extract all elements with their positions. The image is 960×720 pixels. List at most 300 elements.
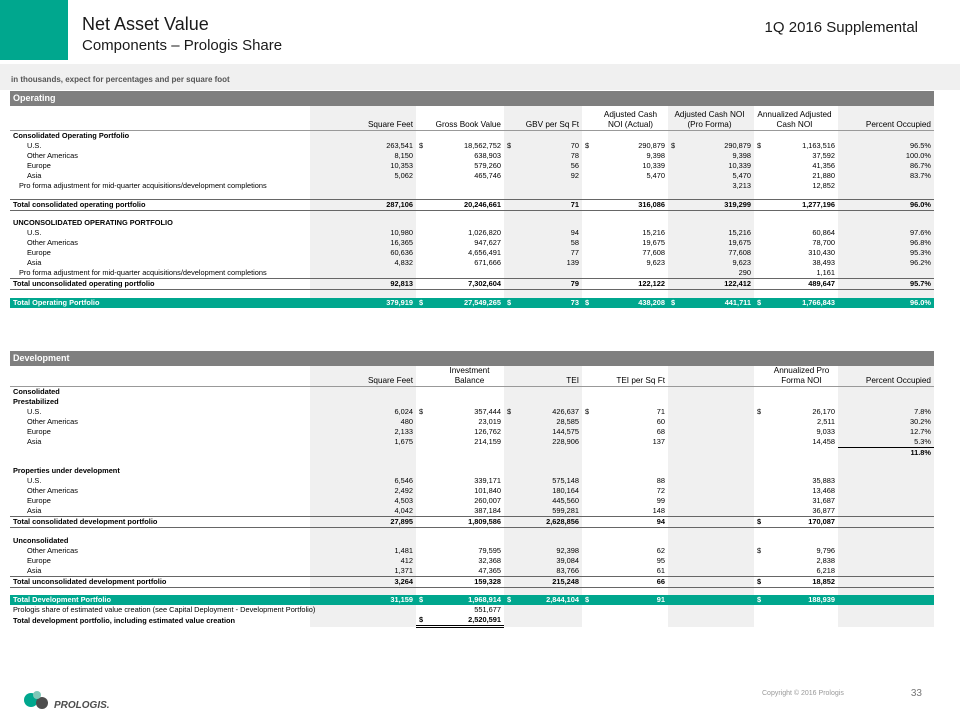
- empty-cell: [10, 448, 310, 459]
- section-label-row: [10, 397, 934, 407]
- brand-accent-bar: [0, 0, 68, 60]
- currency-symbol: $: [419, 141, 424, 150]
- cell-value: 14,458: [812, 437, 835, 447]
- currency-symbol: $: [507, 595, 512, 604]
- empty-cell: [838, 496, 934, 506]
- cell-value: Other Americas: [27, 238, 78, 247]
- row-label: [10, 506, 310, 517]
- grand-total-row: [10, 298, 934, 308]
- empty-cell: [754, 387, 838, 398]
- cell-value: 5.3%: [914, 437, 931, 446]
- cell-value: 2,628,856: [546, 517, 579, 526]
- empty-cell: [582, 448, 668, 459]
- header-noi-actual: Adjusted Cash NOI (Actual): [582, 106, 668, 131]
- cell-value: 159,328: [474, 576, 501, 586]
- empty-cell: [668, 131, 754, 142]
- empty-cell: [504, 466, 582, 476]
- empty-cell: [582, 615, 668, 627]
- empty-cell: [668, 566, 754, 577]
- cell-value: 1,675: [394, 437, 413, 447]
- cell-value: 5,470: [732, 171, 751, 180]
- row-label: [10, 427, 310, 437]
- row-label: [10, 218, 310, 228]
- units-note: in thousands, expect for percentages and per square foot: [11, 75, 230, 84]
- cell-value: 426,637: [552, 407, 579, 416]
- empty-cell: [310, 210, 416, 218]
- cell-value: 47,365: [478, 565, 501, 575]
- empty-cell: [668, 210, 754, 218]
- cell-value: 35,883: [812, 476, 835, 485]
- page-number: 33: [910, 688, 922, 699]
- empty-cell: [310, 397, 416, 407]
- spacer-row: [10, 528, 934, 536]
- empty-cell: [310, 448, 416, 459]
- cell-value: 61: [656, 565, 665, 575]
- cell-value: 92,398: [556, 545, 579, 555]
- empty-cell: [668, 218, 754, 228]
- cell-value: 27,895: [390, 517, 413, 526]
- cell-value: 2,133: [394, 427, 413, 436]
- cell-value: Other Americas: [27, 417, 78, 426]
- row-label: [10, 466, 310, 476]
- total-row: [10, 279, 934, 290]
- development-body: [10, 387, 934, 627]
- empty-cell: [754, 587, 838, 595]
- cell-value: Total unconsolidated operating portfolio: [13, 279, 155, 288]
- cell-value: 60: [656, 417, 665, 426]
- cell-value: 28,585: [556, 417, 579, 426]
- empty-cell: [310, 615, 416, 627]
- header-label-col: [10, 106, 310, 131]
- cell-value: 83.7%: [910, 171, 931, 180]
- operating-header-block: [10, 106, 934, 131]
- empty-cell: [754, 210, 838, 218]
- empty-cell: [582, 458, 668, 466]
- empty-cell: [754, 458, 838, 466]
- total-row: [10, 576, 934, 587]
- cell-value: 10,353: [390, 161, 413, 170]
- cell-value: 947,627: [474, 238, 501, 247]
- empty-cell: [754, 615, 838, 627]
- empty-cell: [838, 210, 934, 218]
- cell-value: 6,218: [816, 565, 835, 575]
- cell-value: UNCONSOLIDATED OPERATING PORTFOLIO: [13, 218, 173, 227]
- cell-value: 36,877: [812, 506, 835, 515]
- empty-cell: [310, 387, 416, 398]
- currency-symbol: $: [757, 595, 762, 604]
- cell-value: 188,939: [808, 595, 835, 604]
- currency-symbol: $: [585, 595, 590, 604]
- cell-value: 122,122: [638, 279, 665, 288]
- empty-cell: [504, 458, 582, 466]
- table-row: [10, 258, 934, 268]
- cell-value: 290,879: [638, 141, 665, 150]
- cell-value: 228,906: [552, 437, 579, 447]
- table-row: [10, 486, 934, 496]
- currency-symbol: $: [585, 141, 590, 150]
- cell-value: 575,148: [552, 476, 579, 485]
- cell-value: Consolidated: [13, 387, 60, 396]
- empty-cell: [668, 506, 754, 517]
- empty-cell: [582, 528, 668, 536]
- section-label-row: [10, 131, 934, 142]
- currency-symbol: $: [757, 297, 762, 307]
- table-row: [10, 417, 934, 427]
- empty-cell: [668, 387, 754, 398]
- row-label: [10, 556, 310, 566]
- empty-cell: [10, 587, 310, 595]
- empty-cell: [838, 181, 934, 191]
- empty-cell: [504, 131, 582, 142]
- table-row: [10, 238, 934, 248]
- section-label-row: [10, 466, 934, 476]
- empty-cell: [838, 268, 934, 279]
- cell-value: 9,033: [816, 427, 835, 436]
- currency-symbol: $: [419, 407, 424, 416]
- empty-cell: [838, 218, 934, 228]
- table-row: [10, 476, 934, 486]
- cell-value: 19,675: [642, 238, 665, 247]
- empty-cell: [416, 397, 504, 407]
- table-row: [10, 506, 934, 517]
- empty-cell: [416, 387, 504, 398]
- empty-cell: [668, 517, 754, 528]
- empty-cell: [10, 290, 310, 298]
- currency-symbol: $: [419, 297, 424, 307]
- occupancy-total-row: [10, 448, 934, 459]
- cell-value: 73: [570, 297, 579, 307]
- empty-cell: [754, 397, 838, 407]
- cell-value: 6,024: [394, 407, 413, 416]
- row-label: [10, 238, 310, 248]
- header-gross-book-value: Gross Book Value: [416, 106, 504, 131]
- row-label: [10, 605, 316, 615]
- empty-cell: [310, 536, 416, 546]
- empty-cell: [838, 587, 934, 595]
- cell-value: 438,208: [638, 297, 665, 307]
- cell-value: 412: [400, 555, 413, 565]
- cell-value: Total Development Portfolio: [13, 595, 111, 604]
- dev-header-tei: TEI: [504, 366, 582, 387]
- development-column-headers: [10, 366, 934, 387]
- cell-value: 339,171: [474, 476, 501, 485]
- cell-value: 39,084: [556, 555, 579, 565]
- cell-value: 83,766: [556, 565, 579, 575]
- empty-cell: [838, 546, 934, 556]
- empty-cell: [838, 556, 934, 566]
- cell-value: 1,163,516: [802, 141, 835, 150]
- cell-value: Total consolidated development portfolio: [13, 517, 158, 526]
- cell-value: 11.8%: [910, 448, 931, 457]
- empty-cell: [10, 210, 310, 218]
- empty-cell: [416, 191, 504, 199]
- empty-cell: [668, 556, 754, 566]
- empty-cell: [838, 458, 934, 466]
- table-row: [10, 427, 934, 437]
- empty-cell: [416, 528, 504, 536]
- empty-cell: [10, 528, 310, 536]
- total-row: [10, 199, 934, 210]
- empty-cell: [754, 290, 838, 298]
- empty-cell: [504, 448, 582, 459]
- empty-cell: [838, 290, 934, 298]
- cell-value: 2,838: [816, 555, 835, 565]
- cell-value: 96.5%: [910, 141, 931, 150]
- empty-cell: [416, 181, 504, 191]
- empty-cell: [668, 397, 754, 407]
- supplemental-label: 1Q 2016 Supplemental: [764, 19, 918, 36]
- row-label: [10, 387, 310, 398]
- table-row: [10, 161, 934, 171]
- empty-cell: [668, 466, 754, 476]
- empty-cell: [504, 268, 582, 279]
- empty-cell: [668, 476, 754, 486]
- empty-cell: [310, 218, 416, 228]
- cell-value: 445,560: [552, 496, 579, 505]
- proforma-row: [10, 181, 934, 191]
- cell-value: 6,546: [394, 476, 413, 485]
- empty-cell: [416, 466, 504, 476]
- cell-value: 4,042: [394, 506, 413, 515]
- empty-cell: [668, 427, 754, 437]
- cell-value: 62: [656, 545, 665, 555]
- cell-value: 144,575: [552, 427, 579, 436]
- empty-cell: [416, 448, 504, 459]
- cell-value: Properties under development: [13, 466, 120, 475]
- empty-cell: [668, 615, 754, 627]
- cell-value: 1,481: [394, 545, 413, 555]
- empty-cell: [668, 407, 754, 417]
- empty-cell: [310, 268, 416, 279]
- empty-cell: [838, 517, 934, 528]
- cell-value: Other Americas: [27, 151, 78, 160]
- cell-value: 122,412: [724, 279, 751, 288]
- cell-value: Asia: [27, 258, 42, 267]
- cell-value: 489,647: [808, 279, 835, 288]
- empty-cell: [668, 587, 754, 595]
- cell-value: 68: [656, 427, 665, 436]
- spacer-row: [10, 458, 934, 466]
- empty-cell: [838, 566, 934, 577]
- cell-value: 9,623: [732, 258, 751, 267]
- cell-value: 4,832: [394, 258, 413, 267]
- cell-value: 1,161: [816, 268, 835, 277]
- cell-value: 1,277,196: [802, 199, 835, 209]
- table-row: [10, 228, 934, 238]
- empty-cell: [838, 506, 934, 517]
- empty-cell: [310, 131, 416, 142]
- cell-value: 79: [570, 279, 579, 288]
- dev-header-annualized-noi: Annualized Pro Forma NOI: [754, 366, 838, 387]
- cell-value: 92: [570, 171, 579, 180]
- cell-value: 357,444: [474, 407, 501, 416]
- operating-table: [10, 106, 934, 308]
- table-row: [10, 556, 934, 566]
- table-row: [10, 248, 934, 258]
- cell-value: 27,549,265: [464, 297, 501, 307]
- empty-cell: [668, 546, 754, 556]
- table-row: [10, 496, 934, 506]
- currency-symbol: $: [757, 141, 762, 150]
- cell-value: 20,246,661: [464, 199, 501, 209]
- cell-value: 37,592: [812, 151, 835, 160]
- section-label-row: [10, 536, 934, 546]
- row-label: [10, 151, 310, 161]
- empty-cell: [582, 268, 668, 279]
- cell-value: 95: [656, 555, 665, 565]
- operating-section-header: Operating: [10, 91, 934, 106]
- empty-cell: [416, 587, 504, 595]
- empty-cell: [582, 397, 668, 407]
- cell-value: 4,656,491: [468, 248, 501, 257]
- cell-value: 465,746: [474, 171, 501, 180]
- empty-cell: [10, 458, 310, 466]
- table-row: [10, 171, 934, 181]
- cell-value: 10,339: [642, 161, 665, 170]
- cell-value: 671,666: [474, 258, 501, 267]
- cell-value: Pro forma adjustment for mid-quarter acquisitions/development completions: [19, 268, 267, 277]
- row-label: [10, 279, 310, 290]
- currency-symbol: $: [671, 297, 676, 307]
- cell-value: 126,762: [474, 427, 501, 436]
- cell-value: 1,371: [394, 565, 413, 575]
- cell-value: Asia: [27, 171, 42, 180]
- cell-value: 180,164: [552, 486, 579, 495]
- currency-symbol: $: [419, 615, 424, 624]
- cell-value: 2,520,591: [468, 615, 501, 624]
- currency-symbol: $: [757, 576, 762, 586]
- cell-value: U.S.: [27, 141, 42, 150]
- cell-value: Prologis share of estimated value creation (see Capital Deployment - Development Portfolio): [13, 605, 316, 614]
- empty-cell: [668, 536, 754, 546]
- currency-symbol: $: [757, 545, 762, 555]
- row-label: [10, 595, 310, 605]
- empty-cell: [504, 210, 582, 218]
- cell-value: Consolidated Operating Portfolio: [13, 131, 130, 140]
- empty-cell: [504, 615, 582, 627]
- spacer-row: [10, 290, 934, 298]
- row-label: [10, 258, 310, 268]
- empty-cell: [416, 290, 504, 298]
- cell-value: 56: [570, 161, 579, 170]
- empty-cell: [838, 397, 934, 407]
- dev-header-tei-per-sqft: TEI per Sq Ft: [582, 366, 668, 387]
- cell-value: Total consolidated operating portfolio: [13, 199, 146, 209]
- cell-value: 97.6%: [910, 228, 931, 237]
- cell-value: 3,264: [394, 576, 413, 586]
- cell-value: Unconsolidated: [13, 535, 69, 545]
- cell-value: Europe: [27, 161, 51, 170]
- empty-cell: [504, 191, 582, 199]
- empty-cell: [310, 191, 416, 199]
- currency-symbol: $: [757, 517, 762, 526]
- dev-header-label-col: [10, 366, 310, 387]
- operating-body: [10, 131, 934, 308]
- row-label: [10, 517, 310, 528]
- cell-value: 2,492: [394, 486, 413, 495]
- empty-cell: [310, 181, 416, 191]
- cell-value: 18,852: [812, 576, 835, 586]
- cell-value: Asia: [27, 506, 42, 515]
- cell-value: 3,213: [732, 181, 751, 190]
- empty-cell: [838, 466, 934, 476]
- empty-cell: [668, 595, 754, 605]
- header-square-feet: Square Feet: [310, 106, 416, 131]
- row-label: [10, 141, 310, 151]
- empty-cell: [504, 587, 582, 595]
- row-label: [10, 546, 310, 556]
- cell-value: 23,019: [478, 417, 501, 426]
- empty-cell: [582, 181, 668, 191]
- empty-cell: [582, 536, 668, 546]
- empty-cell: [416, 458, 504, 466]
- table-row: [10, 141, 934, 151]
- cell-value: 7,302,604: [468, 279, 501, 288]
- cell-value: 5,470: [646, 171, 665, 180]
- cell-value: Total unconsolidated development portfolio: [13, 576, 167, 586]
- empty-cell: [582, 290, 668, 298]
- cell-value: 60,636: [390, 248, 413, 257]
- cell-value: 7.8%: [914, 407, 931, 416]
- empty-cell: [754, 528, 838, 536]
- row-label: [10, 199, 310, 210]
- section-label-row: [10, 218, 934, 228]
- currency-symbol: $: [585, 297, 590, 307]
- empty-cell: [310, 587, 416, 595]
- cell-value: 78,700: [812, 238, 835, 247]
- empty-cell: [582, 218, 668, 228]
- empty-cell: [310, 528, 416, 536]
- dev-header-investment-balance: Investment Balance: [416, 366, 504, 387]
- empty-cell: [668, 486, 754, 496]
- cell-value: Europe: [27, 555, 51, 565]
- cell-value: 95.3%: [910, 248, 931, 257]
- empty-cell: [754, 131, 838, 142]
- dev-header-square-feet: Square Feet: [310, 366, 416, 387]
- currency-symbol: $: [757, 407, 762, 416]
- spacer-row: [10, 587, 934, 595]
- cell-value: 77,608: [728, 248, 751, 257]
- row-label: [10, 496, 310, 506]
- cell-value: 31,159: [390, 595, 413, 604]
- cell-value: 21,880: [812, 171, 835, 180]
- empty-cell: [838, 615, 934, 627]
- cell-value: 96.0%: [910, 297, 931, 307]
- cell-value: 18,562,752: [464, 141, 501, 150]
- empty-cell: [668, 417, 754, 427]
- empty-cell: [310, 605, 416, 615]
- value-creation-row: [10, 605, 934, 615]
- table-row: [10, 151, 934, 161]
- table-row: [10, 566, 934, 577]
- cell-value: 26,170: [812, 407, 835, 416]
- cell-value: 72: [656, 486, 665, 495]
- cell-value: 19,675: [728, 238, 751, 247]
- cell-value: 139: [566, 258, 579, 267]
- cell-value: 579,260: [474, 161, 501, 170]
- cell-value: 9,623: [646, 258, 665, 267]
- empty-cell: [838, 387, 934, 398]
- page-subtitle: Components – Prologis Share: [82, 37, 283, 54]
- cell-value: Total development portfolio, including estimated value creation: [13, 615, 236, 625]
- cell-value: 599,281: [552, 506, 579, 515]
- cell-value: 480: [400, 417, 413, 426]
- cell-value: 94: [656, 517, 665, 526]
- empty-cell: [838, 131, 934, 142]
- cell-value: 41,356: [812, 161, 835, 170]
- cell-value: 92,813: [390, 279, 413, 288]
- empty-cell: [416, 210, 504, 218]
